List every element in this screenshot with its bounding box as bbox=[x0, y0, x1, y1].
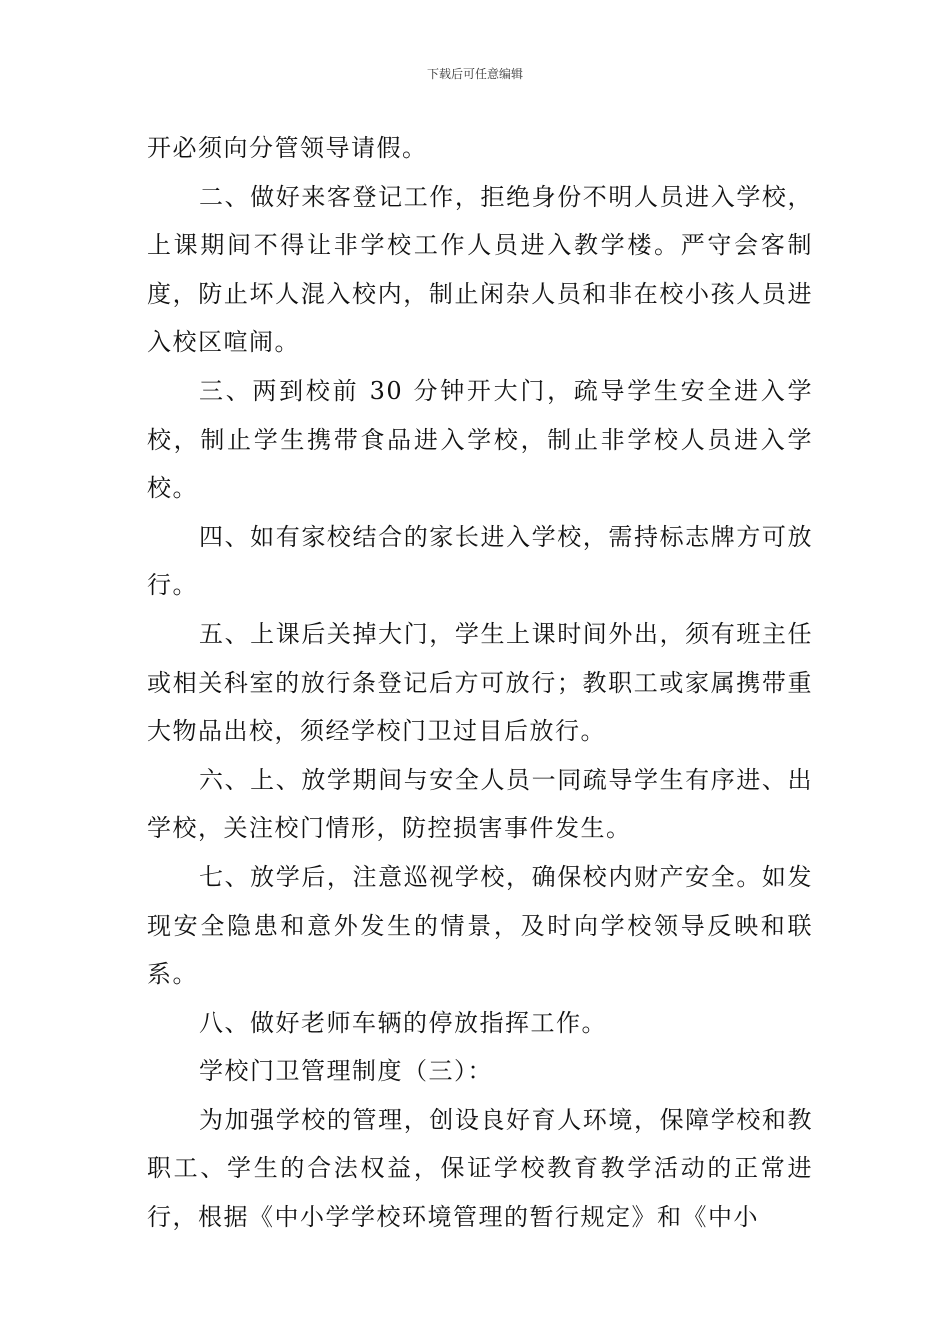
section-title: 学校门卫管理制度（三）： bbox=[199, 1057, 493, 1086]
paragraph-8: 八、做好老师车辆的停放指挥工作。 bbox=[199, 1008, 607, 1037]
paragraph-5: 五、上课后关掉大门，学生上课时间外出，须有班主任或相关科室的放行条登记后方可放行；教职工或家属携带重大物品出校，须经学校门卫过目后放行。 bbox=[147, 619, 813, 746]
paragraph-1: 开必须向分管领导请假。 bbox=[147, 134, 428, 162]
paragraph-6: 六、上、放学期间与安全人员一同疏导学生有序进、出学校，关注校门情形，防控损害事件发生。 bbox=[147, 765, 813, 843]
paragraph-3: 三、两到校前 30 分钟开大门，疏导学生安全进入学校，制止学生携带食品进入学校，制止非学校人员进入学校。 bbox=[147, 376, 813, 503]
paragraph-4: 四、如有家校结合的家长进入学校，需持标志牌方可放行。 bbox=[147, 522, 813, 600]
page-header: 下载后可任意编辑 bbox=[426, 67, 523, 81]
document-body bbox=[147, 124, 813, 1242]
paragraph-2: 二、做好来客登记工作，拒绝身份不明人员进入学校，上课期间不得让非学校工作人员进入教学楼。严守会客制度，防止坏人混入校内，制止闲杂人员和非在校小孩人员进入校区喧闹。 bbox=[147, 182, 813, 357]
paragraph-7: 七、放学后，注意巡视学校，确保校内财产安全。如发现安全隐患和意外发生的情景，及时向学校领导反映和联系。 bbox=[147, 862, 813, 989]
paragraph-10: 为加强学校的管理，创设良好育人环境，保障学校和教职工、学生的合法权益，保证学校教育教学活动的正常进行，根据《中小学学校环境管理的暂行规定》和《中小 bbox=[147, 1105, 813, 1232]
